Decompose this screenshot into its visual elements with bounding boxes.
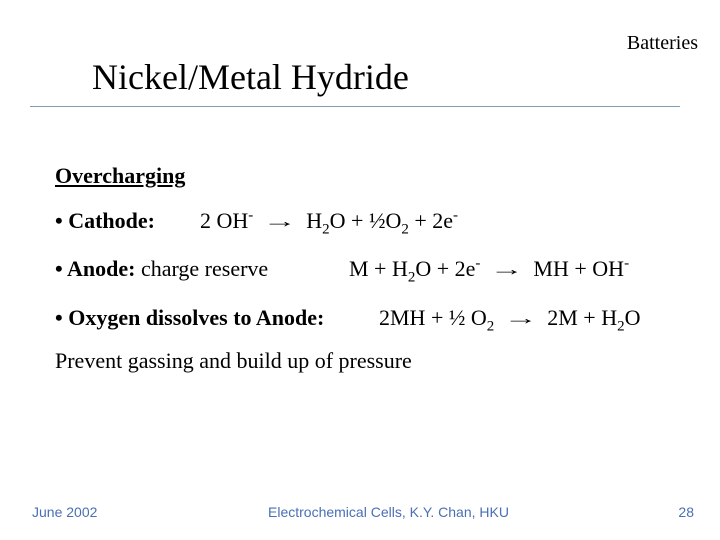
conclusion-text: Prevent gassing and build up of pressure xyxy=(55,348,412,373)
oxygen-rhs: $2M + H_2O$ xyxy=(547,305,641,335)
title-divider xyxy=(30,106,680,107)
reaction-arrow-icon: → xyxy=(489,259,525,279)
cathode-rhs: $H_2O$ + $\frac{1}{2}O_2 + 2e^-$ xyxy=(306,207,459,238)
anode-label: • Anode: charge reserve xyxy=(55,256,269,281)
section-heading: Overcharging xyxy=(55,163,186,188)
anode-lhs: $M + H_2O + 2e^-$ xyxy=(349,255,481,286)
reaction-arrow-icon: → xyxy=(262,211,297,231)
cathode-label: • Cathode: xyxy=(55,208,155,233)
footer-course: Electrochemical Cells, K.Y. Chan, HKU xyxy=(268,504,509,520)
oxygen-label: • Oxygen dissolves to Anode: xyxy=(55,305,325,330)
slide-title: Nickel/Metal Hydride xyxy=(92,57,409,97)
section-label: Batteries xyxy=(626,32,698,54)
cathode-equation xyxy=(200,207,459,238)
cathode-lhs: 2 OH- xyxy=(200,207,254,233)
oxygen-equation xyxy=(379,305,641,335)
page-number: 28 xyxy=(678,504,694,520)
anode-equation xyxy=(349,255,630,286)
footer-date: June 2002 xyxy=(32,504,98,520)
anode-rhs: MH + OH- xyxy=(533,255,630,281)
oxygen-lhs: 2MH + ½ $O_2$ xyxy=(379,305,495,335)
reaction-arrow-icon: → xyxy=(503,308,538,328)
